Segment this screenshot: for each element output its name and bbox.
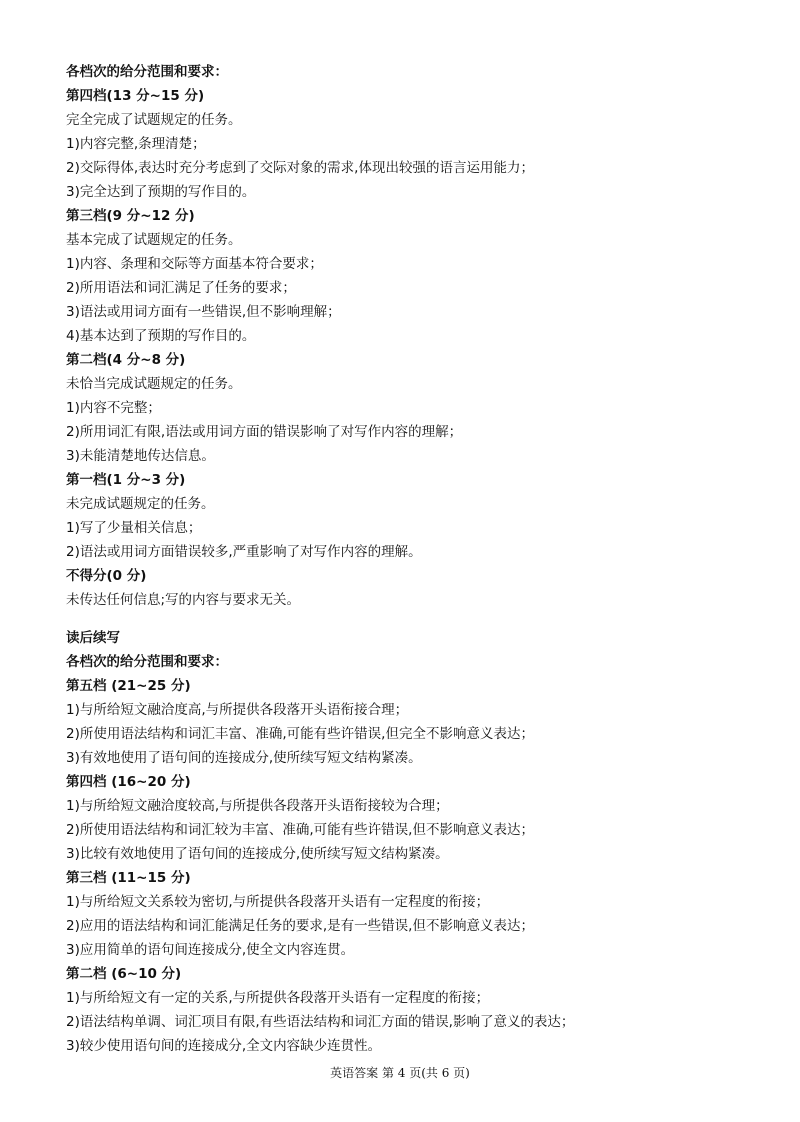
criteria-line: 3)未能清楚地传达信息。 (66, 448, 215, 464)
section-gap (66, 612, 766, 626)
criteria-line: 1)内容完整,条理清楚； (66, 136, 206, 152)
section-heading: 第三档(9 分~12 分) (66, 208, 195, 224)
criteria-line: 2)语法结构单调、词汇项目有限,有些语法结构和词汇方面的错误,影响了意义的表达； (66, 1014, 575, 1030)
section-heading: 第三档 (11~15 分) (66, 870, 191, 886)
criteria-line: 2)所使用语法结构和词汇丰富、准确,可能有些许错误,但完全不影响意义表达； (66, 726, 534, 742)
section-heading: 第五档 (21~25 分) (66, 678, 191, 694)
criteria-line: 3)有效地使用了语句间的连接成分,使所续写短文结构紧凑。 (66, 750, 422, 766)
criteria-line: 2)应用的语法结构和词汇能满足任务的要求,是有一些错误,但不影响意义表达； (66, 918, 534, 934)
criteria-line: 2)语法或用词方面错误较多,严重影响了对写作内容的理解。 (66, 544, 422, 560)
section-heading: 各档次的给分范围和要求： (66, 654, 228, 670)
criteria-line: 4)基本达到了预期的写作目的。 (66, 328, 256, 344)
criteria-line: 2)所用词汇有限,语法或用词方面的错误影响了对写作内容的理解； (66, 424, 463, 440)
answer-document (66, 60, 766, 1058)
criteria-line: 1)内容不完整； (66, 400, 161, 416)
criteria-line: 3)较少使用语句间的连接成分,全文内容缺少连贯性。 (66, 1038, 382, 1054)
section-heading: 第四档(13 分~15 分) (66, 88, 205, 104)
criteria-line: 2)所使用语法结构和词汇较为丰富、准确,可能有些许错误,但不影响意义表达； (66, 822, 534, 838)
criteria-line: 3)比较有效地使用了语句间的连接成分,使所续写短文结构紧凑。 (66, 846, 449, 862)
criteria-line: 1)内容、条理和交际等方面基本符合要求； (66, 256, 323, 272)
criteria-line: 1)与所给短文有一定的关系,与所提供各段落开头语有一定程度的衔接； (66, 990, 490, 1006)
criteria-line: 2)交际得体,表达时充分考虑到了交际对象的需求,体现出较强的语言运用能力； (66, 160, 534, 176)
criteria-line: 完全完成了试题规定的任务。 (66, 112, 242, 128)
section-heading: 各档次的给分范围和要求： (66, 64, 228, 80)
criteria-line: 1)与所给短文融洽度高,与所提供各段落开头语衔接合理； (66, 702, 409, 718)
section-heading: 读后续写 (66, 630, 120, 646)
criteria-line: 1)写了少量相关信息； (66, 520, 202, 536)
section-heading: 第一档(1 分~3 分) (66, 472, 186, 488)
criteria-line: 未恰当完成试题规定的任务。 (66, 376, 242, 392)
criteria-line: 未完成试题规定的任务。 (66, 496, 215, 512)
continuation-writing-section (66, 626, 766, 1058)
section-heading: 第四档 (16~20 分) (66, 774, 191, 790)
section-heading: 第二档(4 分~8 分) (66, 352, 186, 368)
section-heading: 不得分(0 分) (66, 568, 147, 584)
criteria-line: 3)完全达到了预期的写作目的。 (66, 184, 256, 200)
criteria-line: 基本完成了试题规定的任务。 (66, 232, 242, 248)
writing-scoring-section (66, 60, 766, 612)
criteria-line: 2)所用语法和词汇满足了任务的要求； (66, 280, 296, 296)
section-heading: 第二档 (6~10 分) (66, 966, 182, 982)
criteria-line: 1)与所给短文融洽度较高,与所提供各段落开头语衔接较为合理； (66, 798, 449, 814)
page-footer: 英语答案 第 4 页(共 6 页) (330, 1066, 470, 1080)
criteria-line: 1)与所给短文关系较为密切,与所提供各段落开头语有一定程度的衔接； (66, 894, 490, 910)
criteria-line: 3)应用简单的语句间连接成分,使全文内容连贯。 (66, 942, 355, 958)
criteria-line: 未传达任何信息;写的内容与要求无关。 (66, 592, 301, 608)
criteria-line: 3)语法或用词方面有一些错误,但不影响理解； (66, 304, 341, 320)
